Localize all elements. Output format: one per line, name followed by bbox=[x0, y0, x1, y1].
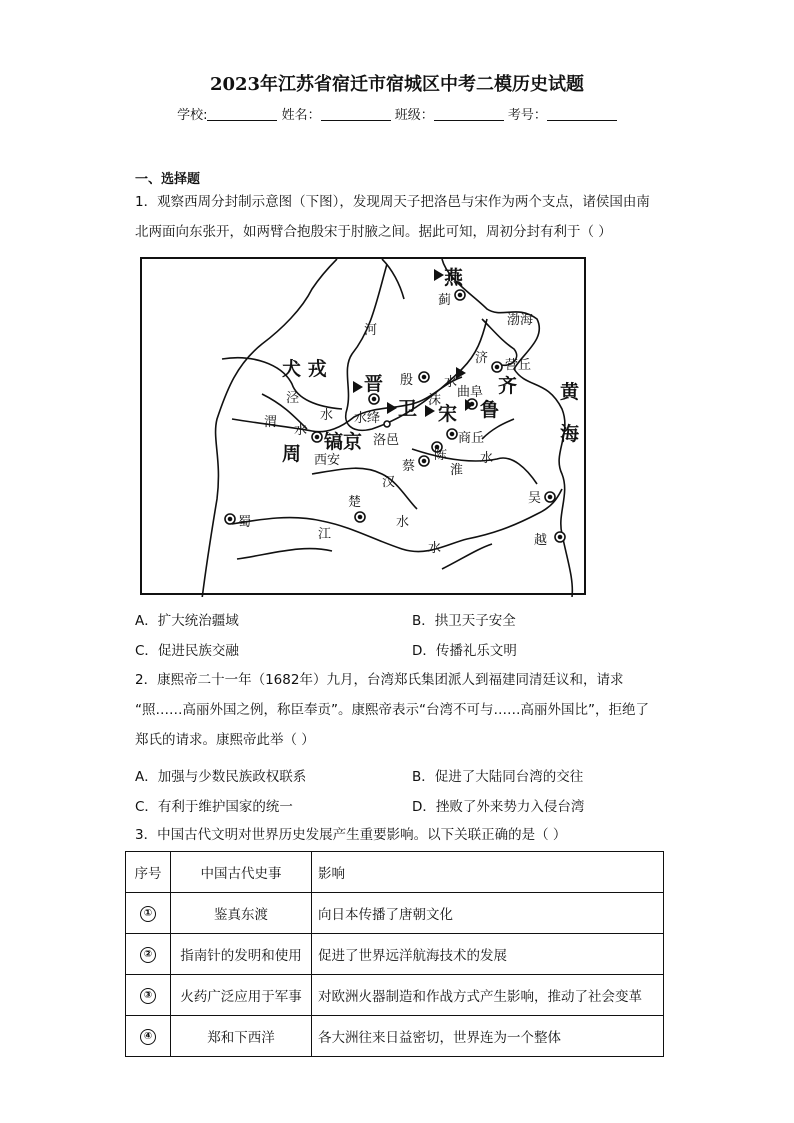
label-jiang-river: 江 bbox=[318, 527, 332, 542]
q1-option-a[interactable]: A．扩大统治疆域 bbox=[135, 613, 239, 629]
label-luoyi: 洛邑 bbox=[373, 433, 400, 448]
label-wei-state: 卫 bbox=[398, 398, 418, 420]
row-event: 鉴真东渡 bbox=[171, 893, 312, 934]
table-header-row bbox=[126, 852, 664, 893]
label-shui-4: 水 bbox=[354, 411, 368, 426]
label-lu: 鲁 bbox=[480, 399, 500, 421]
q1-option-b[interactable]: B．拱卫天子安全 bbox=[412, 613, 516, 629]
label-huang: 黄 bbox=[560, 381, 580, 403]
label-jiang-city: 绛 bbox=[367, 411, 381, 426]
q2-option-d[interactable]: D．挫败了外来势力入侵台湾 bbox=[412, 799, 585, 815]
question-1 bbox=[135, 187, 670, 247]
table-row bbox=[126, 934, 664, 975]
class-label: 班级： bbox=[394, 108, 434, 123]
row-number: ③ bbox=[140, 988, 156, 1004]
label-huai: 淮 bbox=[450, 463, 464, 478]
label-shui-2: 水 bbox=[320, 408, 334, 423]
row-event: 火药广泛应用于军事 bbox=[171, 975, 312, 1016]
table-row bbox=[126, 893, 664, 934]
label-yin: 殷 bbox=[400, 373, 414, 388]
label-yan: 燕 bbox=[444, 267, 464, 289]
label-chen: 陈 bbox=[434, 448, 448, 463]
question-2 bbox=[135, 665, 670, 755]
huai-river bbox=[412, 449, 537, 484]
row-number: ② bbox=[140, 947, 156, 963]
q2-option-b[interactable]: B．促进了大陆同台湾的交往 bbox=[412, 769, 584, 785]
q2-line-2: “照……高丽外国之例，称臣奉贡”。康熙帝表示“台湾不可与……高丽外国比”，拒绝了 bbox=[135, 702, 649, 718]
label-shui-7: 水 bbox=[428, 541, 442, 556]
q3-table bbox=[125, 851, 664, 1057]
q1-option-d[interactable]: D．传播礼乐文明 bbox=[412, 643, 517, 659]
label-shangqiu: 商丘 bbox=[458, 431, 485, 446]
school-label: 学校: bbox=[177, 108, 208, 123]
q1-line-2: 北两面向东张开，如两臂合抱殷宋于肘腋之间。据此可知，周初分封有利于（ ） bbox=[135, 224, 612, 240]
q2-line-3: 郑氏的请求。康熙帝此举（ ） bbox=[135, 732, 315, 748]
label-xian: 西安 bbox=[314, 453, 341, 468]
label-shui-3: 水 bbox=[294, 423, 308, 438]
q2-option-a[interactable]: A．加强与少数民族政权联系 bbox=[135, 769, 307, 785]
row-number: ① bbox=[140, 906, 156, 922]
question-3 bbox=[135, 820, 670, 850]
label-wu: 吴 bbox=[528, 491, 542, 506]
western-zhou-map bbox=[140, 257, 586, 595]
label-bohai: 渤海 bbox=[507, 313, 534, 328]
label-han: 汉 bbox=[382, 475, 396, 490]
class-blank[interactable] bbox=[434, 108, 504, 121]
student-info-line bbox=[0, 104, 794, 123]
row-effect: 向日本传播了唐朝文化 bbox=[312, 893, 664, 934]
table-row bbox=[126, 1016, 664, 1057]
label-qi: 齐 bbox=[498, 375, 518, 397]
q2-line-1: 2．康熙帝二十一年（1682年）九月，台湾郑氏集团派人到福建同清廷议和，请求 bbox=[135, 672, 624, 688]
q2-option-c[interactable]: C．有利于维护国家的统一 bbox=[135, 799, 293, 815]
name-blank[interactable] bbox=[321, 108, 391, 121]
row-effect: 各大洲往来日益密切，世界连为一个整体 bbox=[312, 1016, 664, 1057]
label-song: 宋 bbox=[438, 403, 458, 425]
row-effect: 对欧洲火器制造和作战方式产生影响，推动了社会变革 bbox=[312, 975, 664, 1016]
label-zhou: 周 bbox=[282, 443, 302, 465]
page-title: 2023年江苏省宿迁市宿城区中考二模历史试题 bbox=[209, 74, 585, 95]
label-jing: 泾 bbox=[286, 391, 300, 406]
header-no: 序号 bbox=[126, 852, 171, 893]
exam-no-label: 考号： bbox=[507, 108, 547, 123]
row-number: ④ bbox=[140, 1029, 156, 1045]
label-yue: 越 bbox=[534, 533, 548, 548]
label-qufu: 曲阜 bbox=[457, 385, 484, 400]
name-label: 姓名： bbox=[281, 108, 321, 123]
header-event: 中国古代史事 bbox=[171, 852, 312, 893]
q1-line-1: 1．观察西周分封制示意图（下图），发现周天子把洛邑与宋作为两个支点，诸侯国由南 bbox=[135, 194, 650, 210]
label-quanrong: 犬 戎 bbox=[282, 358, 327, 380]
row-event: 指南针的发明和使用 bbox=[171, 934, 312, 975]
label-ji-river: 济 bbox=[475, 351, 489, 366]
label-wei-river: 渭 bbox=[264, 415, 278, 430]
label-shui-1: 水 bbox=[444, 375, 458, 390]
label-jin: 晋 bbox=[364, 373, 384, 395]
label-cai: 蔡 bbox=[402, 459, 416, 474]
row-effect: 促进了世界远洋航海技术的发展 bbox=[312, 934, 664, 975]
label-shui-5: 水 bbox=[480, 451, 494, 466]
label-shu: 蜀 bbox=[238, 515, 252, 530]
label-yingqiu: 营丘 bbox=[505, 358, 532, 373]
section-title: 一、选择题 bbox=[135, 172, 201, 187]
q1-option-c[interactable]: C．促进民族交融 bbox=[135, 643, 239, 659]
header-effect: 影响 bbox=[312, 852, 664, 893]
label-mo: 沫 bbox=[428, 393, 442, 408]
label-hai: 海 bbox=[560, 423, 580, 445]
label-chu: 楚 bbox=[348, 495, 362, 510]
q3-line-1: 3．中国古代文明对世界历史发展产生重要影响。以下关联正确的是（ ） bbox=[135, 827, 567, 843]
label-haojing: 镐京 bbox=[324, 431, 363, 453]
exam-no-blank[interactable] bbox=[547, 108, 617, 121]
row-event: 郑和下西洋 bbox=[171, 1016, 312, 1057]
school-blank[interactable] bbox=[207, 108, 277, 121]
label-he: 河 bbox=[364, 323, 378, 338]
table-row bbox=[126, 975, 664, 1016]
label-ji: 蓟 bbox=[438, 293, 452, 308]
label-shui-6: 水 bbox=[396, 515, 410, 530]
